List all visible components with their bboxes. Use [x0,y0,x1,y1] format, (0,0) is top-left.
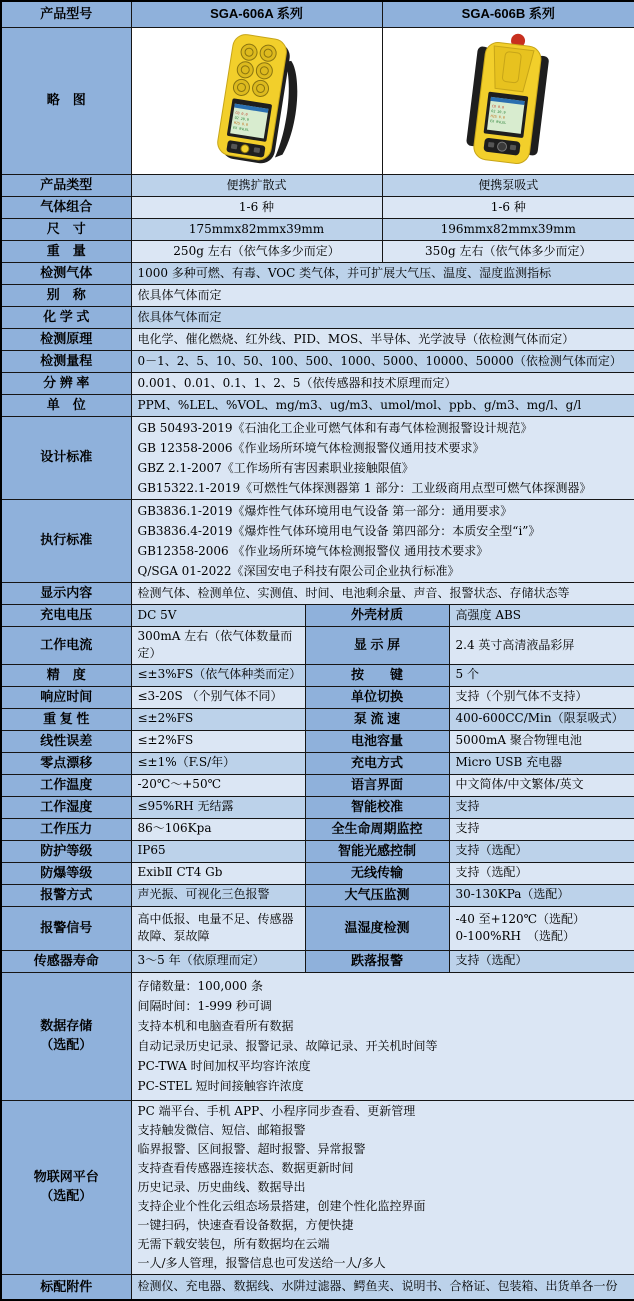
row-value: 高中低报、电量不足、传感器故障、泵故障 [131,906,305,950]
row-value: 中文简体/中文繁体/英文 [449,774,634,796]
header-series-b: SGA-606B 系列 [382,1,634,27]
row-value: 2.4 英寸高清液晶彩屏 [449,626,634,664]
row-label-display-content: 显示内容 [1,582,131,604]
table-row [1,174,634,196]
row-value-a: 175mmx82mmx39mm [131,218,382,240]
row-label: 全生命周期监控 [305,818,449,840]
row-value: 0－1、2、5、10、50、100、500、1000、5000、10000、50000（依检测气体而定） [131,350,634,372]
row-label-iot-platform [1,1100,131,1274]
row-value: ≤±2%FS [131,730,305,752]
row-value-a: 250g 左右（依气体多少而定） [131,240,382,262]
device-image-cell-b [382,27,634,174]
table-row [1,884,634,906]
row-value: 检测气体、检测单位、实测值、时间、电池剩余量、声音、报警状态、存储状态等 [131,582,634,604]
svg-text:CO 0.0: CO 0.0 [234,110,248,117]
row-label: 工作压力 [1,818,131,840]
row-value-b: 350g 左右（依气体多少而定） [382,240,634,262]
table-row [1,582,634,604]
row-label: 无线传输 [305,862,449,884]
feature-line: PC-TWA 时间加权平均容许浓度 [137,1059,311,1074]
row-label-sketch: 略 图 [1,27,131,174]
feature-line: PC 端平台、手机 APP、小程序同步查看、更新管理 [137,1103,416,1118]
svg-text:H2S 0.0: H2S 0.0 [233,120,248,127]
feature-line: 一人/多人管理，报警信息也可发送给一人/多人 [137,1255,386,1270]
row-label: 线性误差 [1,730,131,752]
row-label-line: 数据存储 [40,1018,93,1034]
row-value-line: 0-100%RH （选配） [455,929,575,944]
row-label: 按 键 [305,664,449,686]
feature-line: 存储数量：100,000 条 [137,979,263,994]
row-label: 传感器寿命 [1,950,131,972]
table-row [1,626,634,664]
row-label: 语言界面 [305,774,449,796]
standard-line: GB 12358-2006《作业场所环境气体检测报警仪通用技术要求》 [137,440,485,455]
table-row [1,972,634,1100]
row-label: 大气压监测 [305,884,449,906]
svg-text:H2S 0.0: H2S 0.0 [490,113,506,120]
exec-standard-list [131,499,634,582]
table-row [1,394,634,416]
row-value: 支持（选配） [449,862,634,884]
svg-text:O2 20.9: O2 20.9 [491,108,506,115]
standard-line: GB3836.4-2019《爆炸性气体环境用电气设备 第四部分：本质安全型“i”》 [137,523,541,538]
table-row [1,862,634,884]
row-label: 尺 寸 [1,218,131,240]
row-label-line: （选配） [40,1037,93,1053]
row-value: ≤3-20S （个别气体不同） [131,686,305,708]
row-label: 响应时间 [1,686,131,708]
row-label: 工作温度 [1,774,131,796]
table-row [1,1,634,27]
data-storage-list [131,972,634,1100]
row-label: 充电电压 [1,604,131,626]
row-label: 电池容量 [305,730,449,752]
row-value: 1000 多种可燃、有毒、VOC 类气体，并可扩展大气压、温度、湿度监测指标 [131,262,634,284]
row-value-a: 便携扩散式 [131,174,382,196]
row-value: 支持 [449,796,634,818]
feature-line: 支持本机和电脑查看所有数据 [137,1019,294,1034]
row-value: 依具体气体而定 [131,306,634,328]
row-label: 充电方式 [305,752,449,774]
header-product-model: 产品型号 [1,1,131,27]
table-row [1,708,634,730]
device-image-sga606a [157,28,357,169]
row-label-line: （选配） [40,1188,93,1204]
table-row [1,284,634,306]
row-label: 跌落报警 [305,950,449,972]
row-label: 重 复 性 [1,708,131,730]
table-row [1,372,634,394]
row-value [449,906,634,950]
table-row [1,752,634,774]
table-row [1,328,634,350]
device-image-sga606b [408,28,608,169]
row-label: 显 示 屏 [305,626,449,664]
table-row [1,27,634,174]
row-value: 300mA 左右（依气体数量而定） [131,626,305,664]
row-label: 检测量程 [1,350,131,372]
row-value: 3～5 年（依原理而定） [131,950,305,972]
row-value: 电化学、催化燃烧、红外线、PID、MOS、半导体、光学波导（依检测气体而定） [131,328,634,350]
design-standard-list [131,416,634,499]
standard-line: Q/SGA 01-2022《深国安电子科技有限公司企业执行标准》 [137,563,460,578]
row-label: 工作湿度 [1,796,131,818]
row-label: 检测原理 [1,328,131,350]
svg-text:EX 0%LEL: EX 0%LEL [490,118,507,125]
row-value: 声光振、可视化三色报警 [131,884,305,906]
row-value: 高强度 ABS [449,604,634,626]
table-row [1,840,634,862]
feature-line: 支持企业个性化云组态场景搭建，创建个性化监控界面 [137,1198,426,1213]
standard-line: GB 50493-2019《石油化工企业可燃气体和有毒气体检测报警设计规范》 [137,420,533,435]
row-label: 化 学 式 [1,306,131,328]
header-series-a: SGA-606A 系列 [131,1,382,27]
row-value: -20℃～+50℃ [131,774,305,796]
feature-line: 无需下载安装包，所有数据均在云端 [137,1236,330,1251]
table-row [1,306,634,328]
standard-line: GB15322.1-2019《可燃性气体探测器第 1 部分：工业级商用点型可燃气体探测器》 [137,480,592,495]
feature-line: 支持查看传感器连接状态、数据更新时间 [137,1160,354,1175]
row-label-design-standard: 设计标准 [1,416,131,499]
row-value: 5000mA 聚合物锂电池 [449,730,634,752]
row-label: 智能校准 [305,796,449,818]
table-row [1,196,634,218]
row-value: 依具体气体而定 [131,284,634,306]
table-row [1,350,634,372]
feature-line: 临界报警、区间报警、超时报警、异常报警 [137,1141,366,1156]
table-row [1,730,634,752]
feature-line: PC-STEL 短时间接触容许浓度 [137,1079,304,1094]
table-row [1,664,634,686]
row-value: DC 5V [131,604,305,626]
table-row [1,818,634,840]
row-label: 防爆等级 [1,862,131,884]
row-label: 精 度 [1,664,131,686]
table-row [1,416,634,499]
row-value: 支持（选配） [449,950,634,972]
row-label-data-storage [1,972,131,1100]
row-value: 0.001、0.01、0.1、1、2、5（依传感器和技术原理而定） [131,372,634,394]
row-value: ExibⅡ CT4 Gb [131,862,305,884]
row-label: 产品类型 [1,174,131,196]
table-row [1,240,634,262]
table-row [1,686,634,708]
row-value: 检测仪、充电器、数据线、水阱过滤器、鳄鱼夹、说明书、合格证、包装箱、出货单各一份 [131,1274,634,1300]
table-row [1,774,634,796]
standard-line: GB12358-2006 《作业场所环境气体检测报警仪 通用技术要求》 [137,543,489,558]
row-value: 支持 [449,818,634,840]
feature-line: 历史记录、历史曲线、数据导出 [137,1179,306,1194]
row-value: PPM、%LEL、%VOL、mg/m3、ug/m3、umol/mol、ppb、g/m3、mg/l、g/l [131,394,634,416]
row-value: 支持（个别气体不支持） [449,686,634,708]
table-row [1,950,634,972]
table-row [1,906,634,950]
row-label: 别 称 [1,284,131,306]
row-label: 报警方式 [1,884,131,906]
feature-line: 自动记录历史记录、报警记录、故障记录、开关机时间等 [137,1039,438,1054]
table-row [1,218,634,240]
feature-line: 支持触发微信、短信、邮箱报警 [137,1122,306,1137]
row-value: IP65 [131,840,305,862]
table-row [1,499,634,582]
svg-text:CO 0.0: CO 0.0 [491,103,505,110]
row-label: 智能光感控制 [305,840,449,862]
row-value-b: 1-6 种 [382,196,634,218]
row-value: 30-130KPa（选配） [449,884,634,906]
row-label: 报警信号 [1,906,131,950]
row-label: 气体组合 [1,196,131,218]
row-label-accessories: 标配附件 [1,1274,131,1300]
standard-line: GBZ 2.1-2007《工作场所有害因素职业接触限值》 [137,460,414,475]
row-value-a: 1-6 种 [131,196,382,218]
row-label: 单 位 [1,394,131,416]
row-value-b: 便携泵吸式 [382,174,634,196]
row-label-exec-standard: 执行标准 [1,499,131,582]
row-value: 400-600CC/Min（限泵吸式） [449,708,634,730]
table-row [1,796,634,818]
row-label: 工作电流 [1,626,131,664]
row-label: 外壳材质 [305,604,449,626]
feature-line: 一键扫码，快速查看设备数据，方便快捷 [137,1217,354,1232]
table-row [1,604,634,626]
table-row [1,1274,634,1300]
row-label: 零点漂移 [1,752,131,774]
row-label: 防护等级 [1,840,131,862]
row-label: 温湿度检测 [305,906,449,950]
row-value: ≤±3%FS（依气体种类而定） [131,664,305,686]
svg-text:EX 0%LEL: EX 0%LEL [232,125,250,132]
row-label: 检测气体 [1,262,131,284]
iot-feature-list [131,1100,634,1274]
row-label-line: 物联网平台 [33,1169,99,1185]
row-value: 86～106Kpa [131,818,305,840]
row-label: 分 辨 率 [1,372,131,394]
row-value: 5 个 [449,664,634,686]
table-row [1,1100,634,1274]
feature-line: 间隔时间：1-999 秒可调 [137,999,272,1014]
table-row [1,262,634,284]
row-value-line: -40 至+120℃（选配） [455,911,586,926]
row-value: ≤±1%（F.S/年） [131,752,305,774]
device-image-cell-a [131,27,382,174]
row-label: 泵 流 速 [305,708,449,730]
row-value: ≤95%RH 无结露 [131,796,305,818]
row-label: 单位切换 [305,686,449,708]
row-value: ≤±2%FS [131,708,305,730]
row-value: 支持（选配） [449,840,634,862]
row-label: 重 量 [1,240,131,262]
svg-text:O2 20.9: O2 20.9 [233,115,249,122]
row-value-b: 196mmx82mmx39mm [382,218,634,240]
standard-line: GB3836.1-2019《爆炸性气体环境用电气设备 第一部分：通用要求》 [137,503,513,518]
row-value: Micro USB 充电器 [449,752,634,774]
